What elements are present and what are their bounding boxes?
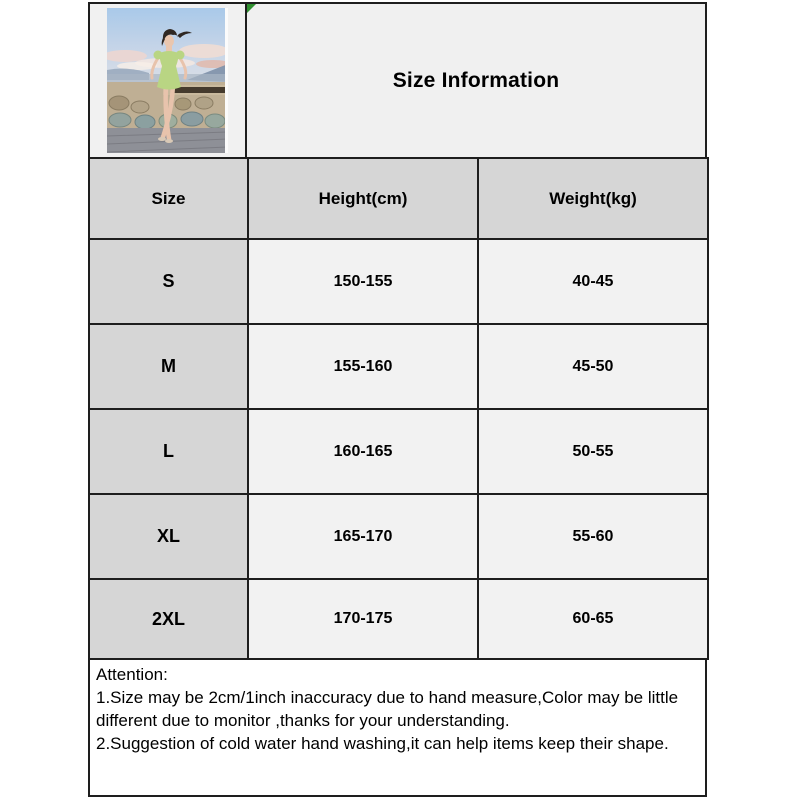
attention-note-1: 1.Size may be 2cm/1inch inaccuracy due to hand measure,Color may be little different due to monitor ,thanks for your understanding.	[96, 688, 679, 730]
product-photo-cell	[90, 4, 247, 157]
top-section	[88, 2, 707, 159]
green-corner-marker-icon	[247, 4, 256, 13]
height-cell: 170-175	[248, 579, 478, 659]
size-cell: L	[89, 409, 248, 494]
attention-note-2: 2.Suggestion of cold water hand washing,it can help items keep their shape.	[96, 734, 669, 753]
column-header-weight: Weight(kg)	[478, 158, 708, 239]
column-header-size: Size	[89, 158, 248, 239]
height-cell: 150-155	[248, 239, 478, 324]
table-row	[89, 324, 708, 409]
title-cell	[247, 4, 705, 157]
weight-cell: 40-45	[478, 239, 708, 324]
size-table	[88, 157, 709, 660]
size-cell: XL	[89, 494, 248, 579]
table-row	[89, 494, 708, 579]
table-row	[89, 579, 708, 659]
weight-cell: 55-60	[478, 494, 708, 579]
size-cell: 2XL	[89, 579, 248, 659]
size-cell: S	[89, 239, 248, 324]
weight-cell: 60-65	[478, 579, 708, 659]
table-row	[89, 409, 708, 494]
size-table-body	[89, 239, 708, 659]
model-photo	[107, 8, 228, 153]
height-cell: 165-170	[248, 494, 478, 579]
weight-cell: 50-55	[478, 409, 708, 494]
size-chart-sheet	[88, 2, 707, 797]
height-cell: 160-165	[248, 409, 478, 494]
header-row	[89, 158, 708, 239]
attention-box	[88, 658, 707, 797]
size-cell: M	[89, 324, 248, 409]
page-title: Size Information	[392, 68, 560, 92]
column-header-height: Height(cm)	[248, 158, 478, 239]
table-row	[89, 239, 708, 324]
attention-heading: Attention:	[96, 665, 168, 684]
weight-cell: 45-50	[478, 324, 708, 409]
height-cell: 155-160	[248, 324, 478, 409]
